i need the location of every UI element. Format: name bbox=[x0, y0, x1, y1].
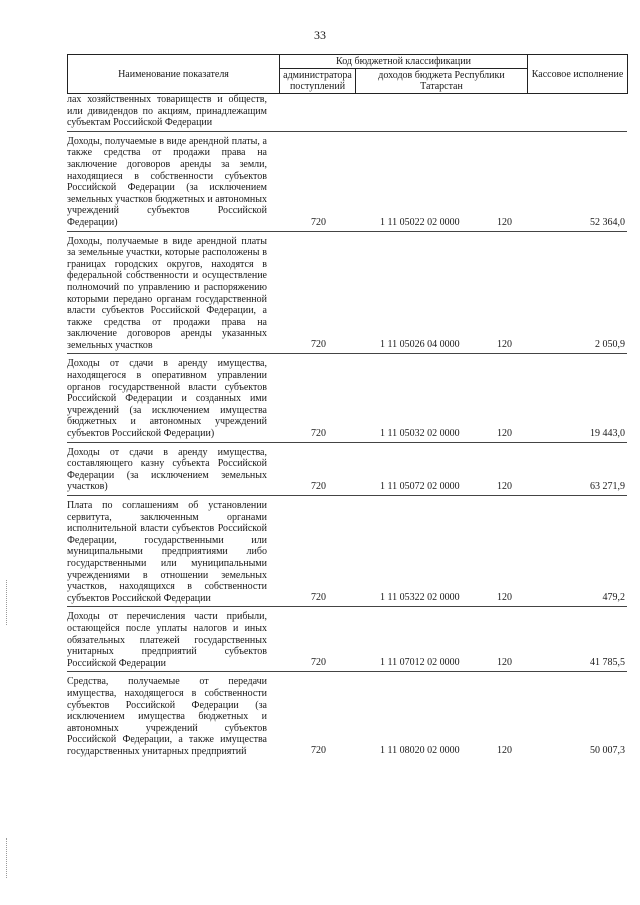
header-revenue-column: доходов бюджета Республики Татарстан bbox=[356, 69, 528, 94]
table-row bbox=[67, 496, 627, 607]
row-description: Доходы, получаемые в виде арендной платы за земельные участки, которые расположены в границах городских округов, находятся в федеральной собственности и осуществление полномочий по управлению и распоряжению которыми передано органам государственной власти субъектов Российской Федерации, а также средства от продажи права на заключение договоров аренды указанных земельных участков bbox=[67, 235, 267, 351]
table-row bbox=[67, 132, 627, 232]
row-description: Доходы от сдачи в аренду имущества, составляющего казну субъекта Российской Федерации (за исключением земельных участков) bbox=[67, 446, 267, 493]
row-revenue-code: 1 11 05026 04 0000 bbox=[380, 339, 460, 351]
scan-margin-mark bbox=[6, 580, 9, 625]
row-revenue-code: 1 11 07012 02 0000 bbox=[380, 657, 460, 669]
row-revenue-code: 1 11 08020 02 0000 bbox=[380, 745, 460, 757]
table-body bbox=[67, 90, 627, 759]
header-cash-column: Кассовое исполнение bbox=[528, 55, 628, 94]
row-amount: 2 050,9 bbox=[595, 339, 625, 351]
row-revenue-code: 1 11 05072 02 0000 bbox=[380, 481, 460, 492]
row-amount: 19 443,0 bbox=[590, 427, 625, 439]
row-amount: 50 007,3 bbox=[590, 745, 625, 757]
row-description: Средства, получаемые от передачи имущества, находящегося в собственности субъектов Российской Федерации (за исключением имущества бюджетных и автономных учреждений субъектов Российской Федерации, а также имущества государственных унитарных предприятий bbox=[67, 676, 267, 757]
row-admin-code: 720 bbox=[311, 592, 326, 604]
table-row bbox=[67, 607, 627, 672]
row-revenue-code: 1 11 05022 02 0000 bbox=[380, 216, 460, 228]
row-admin-code: 720 bbox=[311, 427, 326, 439]
page-number: 33 bbox=[314, 28, 326, 42]
table-row bbox=[67, 90, 627, 132]
row-subtype-code: 120 bbox=[497, 427, 512, 439]
row-description: Доходы от сдачи в аренду имущества, находящегося в оперативном управлении органов государственной власти субъектов Российской Федерации и созданных ими учреждений (за исключением имущества бюджетных и автономных учреждений субъектов Российской Федерации) bbox=[67, 358, 267, 440]
row-description: Доходы от перечисления части прибыли, остающейся после уплаты налогов и иных обязательных платежей государственных унитарных предприятий субъектов Российской Федерации bbox=[67, 611, 267, 669]
row-revenue-code: 1 11 05032 02 0000 bbox=[380, 427, 460, 439]
row-admin-code: 720 bbox=[311, 481, 326, 492]
row-amount: 479,2 bbox=[602, 592, 625, 604]
table-header bbox=[67, 54, 628, 94]
row-subtype-code: 120 bbox=[497, 339, 512, 351]
scan-margin-mark bbox=[6, 838, 9, 878]
row-amount: 52 364,0 bbox=[590, 216, 625, 228]
row-description: Плата по соглашениям об установлении сервитута, заключенным органами исполнительной власти субъектов Российской Федерации, государственными или муниципальными предприятиями либо государственными или муниципальными учреждениями в отношении земельных участков, находящихся в собственности субъектов Российской Федерации bbox=[67, 500, 267, 604]
row-subtype-code: 120 bbox=[497, 657, 512, 669]
table-row bbox=[67, 443, 627, 496]
row-subtype-code: 120 bbox=[497, 745, 512, 757]
row-description: Доходы, получаемые в виде арендной платы, а также средства от продажи права на заключение договоров аренды за земли, находящиеся в собственности субъектов Российской Федерации (за исключением земельных участков бюджетных и автономных учреждений субъектов Российской Федерации) bbox=[67, 135, 267, 228]
row-subtype-code: 120 bbox=[497, 592, 512, 604]
row-subtype-code: 120 bbox=[497, 481, 512, 492]
row-admin-code: 720 bbox=[311, 745, 326, 757]
row-admin-code: 720 bbox=[311, 216, 326, 228]
row-amount: 41 785,5 bbox=[590, 657, 625, 669]
row-admin-code: 720 bbox=[311, 657, 326, 669]
row-subtype-code: 120 bbox=[497, 216, 512, 228]
row-amount: 63 271,9 bbox=[590, 481, 625, 492]
header-code-group: Код бюджетной классификации bbox=[280, 55, 528, 69]
table-row bbox=[67, 354, 627, 442]
row-admin-code: 720 bbox=[311, 339, 326, 351]
header-admin-column: администратора поступлений bbox=[280, 69, 356, 94]
table-row bbox=[67, 672, 627, 759]
table-row bbox=[67, 232, 627, 355]
header-name-column: Наименование показателя bbox=[68, 55, 280, 94]
row-revenue-code: 1 11 05322 02 0000 bbox=[380, 592, 460, 604]
row-description: лах хозяйственных товариществ и обществ, или дивидендов по акциям, принадлежащим субъектам Российской Федерации bbox=[67, 94, 267, 129]
